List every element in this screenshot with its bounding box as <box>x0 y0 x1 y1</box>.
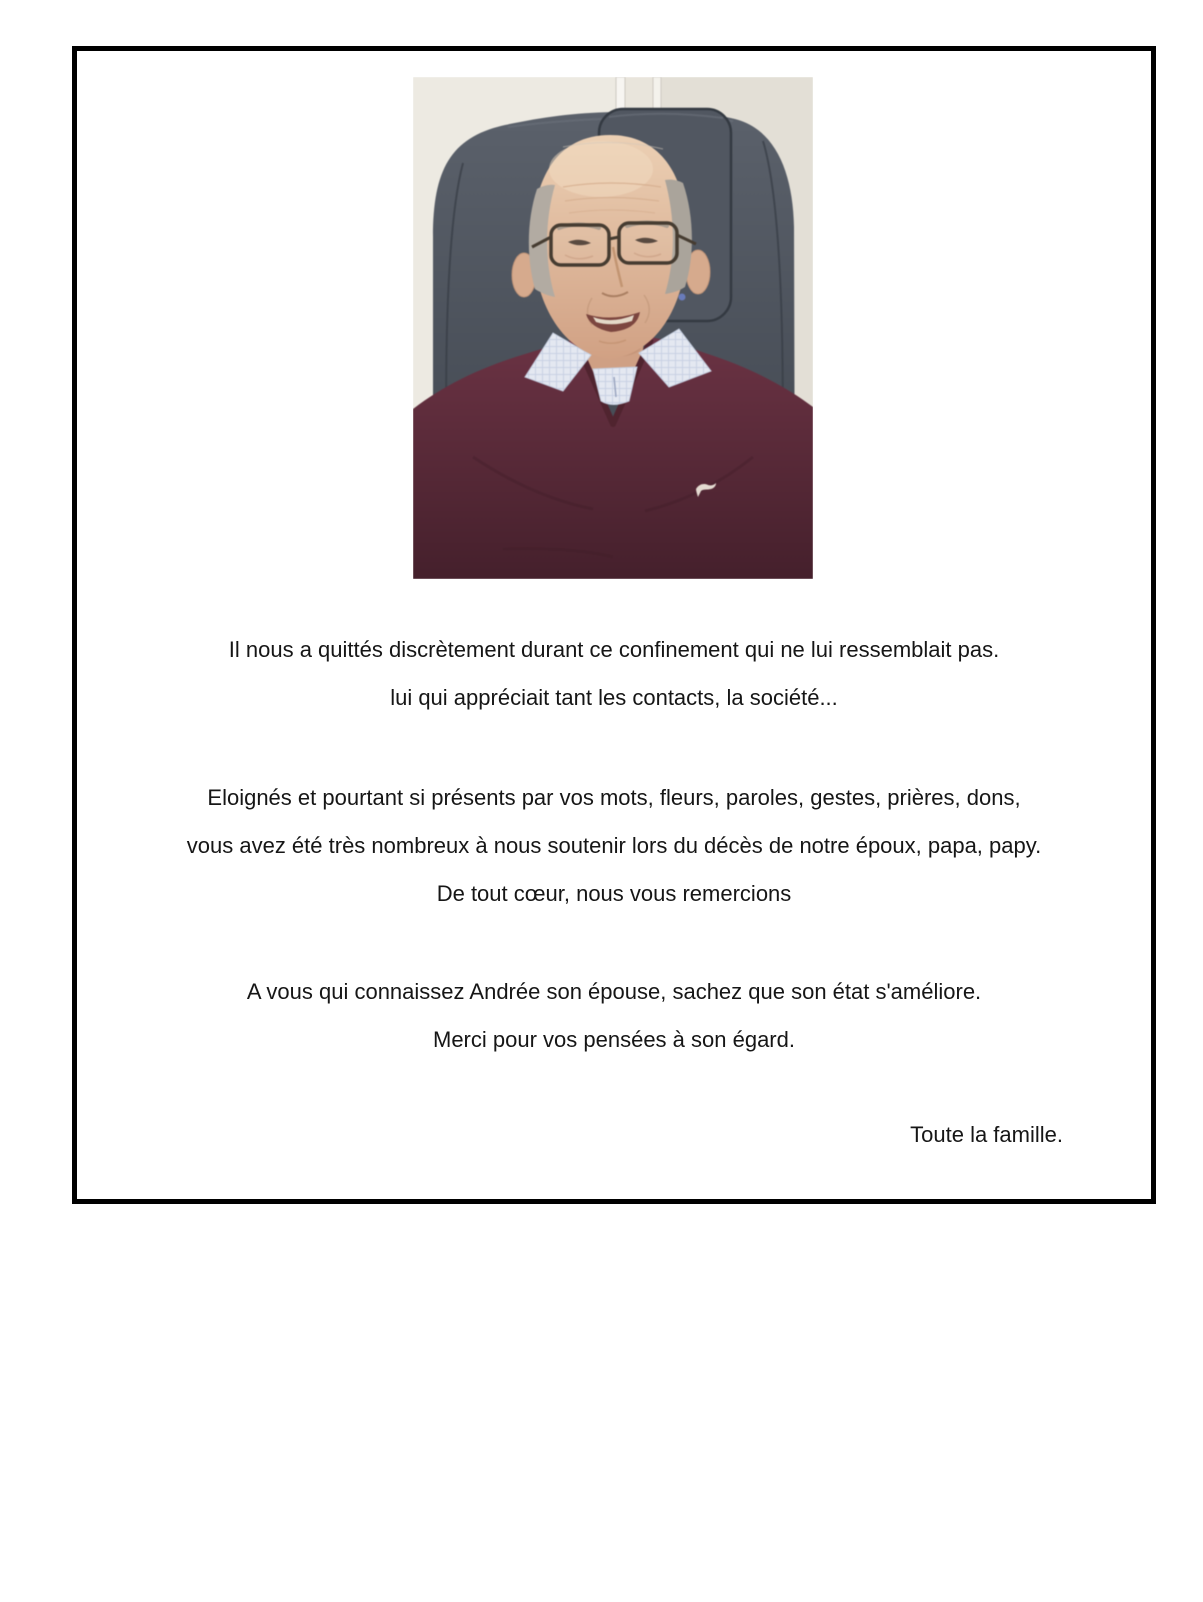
text-line: lui qui appréciait tant les contacts, la société... <box>390 685 838 710</box>
hearing-aid <box>679 294 686 301</box>
paragraph-departure <box>77 626 1151 722</box>
portrait-photo <box>413 77 813 579</box>
portrait-photo-graphic <box>413 77 813 579</box>
paragraph-thanks <box>77 774 1151 918</box>
bordered-card <box>72 46 1156 1204</box>
text-line: Il nous a quittés discrètement durant ce confinement qui ne lui ressemblait pas. <box>228 637 1000 662</box>
text-line: Eloignés et pourtant si présents par vos mots, fleurs, paroles, gestes, prières, dons, <box>207 785 1021 810</box>
text-line: vous avez été très nombreux à nous soutenir lors du décès de notre époux, papa, papy. <box>186 833 1042 858</box>
text-line: De tout cœur, nous vous remercions <box>436 881 792 906</box>
text-line: Merci pour vos pensées à son égard. <box>433 1027 795 1052</box>
text-line: A vous qui connaissez Andrée son épouse, sachez que son état s'améliore. <box>246 979 982 1004</box>
signature-line: Toute la famille. <box>910 1122 1063 1147</box>
paragraph-andree <box>77 968 1151 1064</box>
